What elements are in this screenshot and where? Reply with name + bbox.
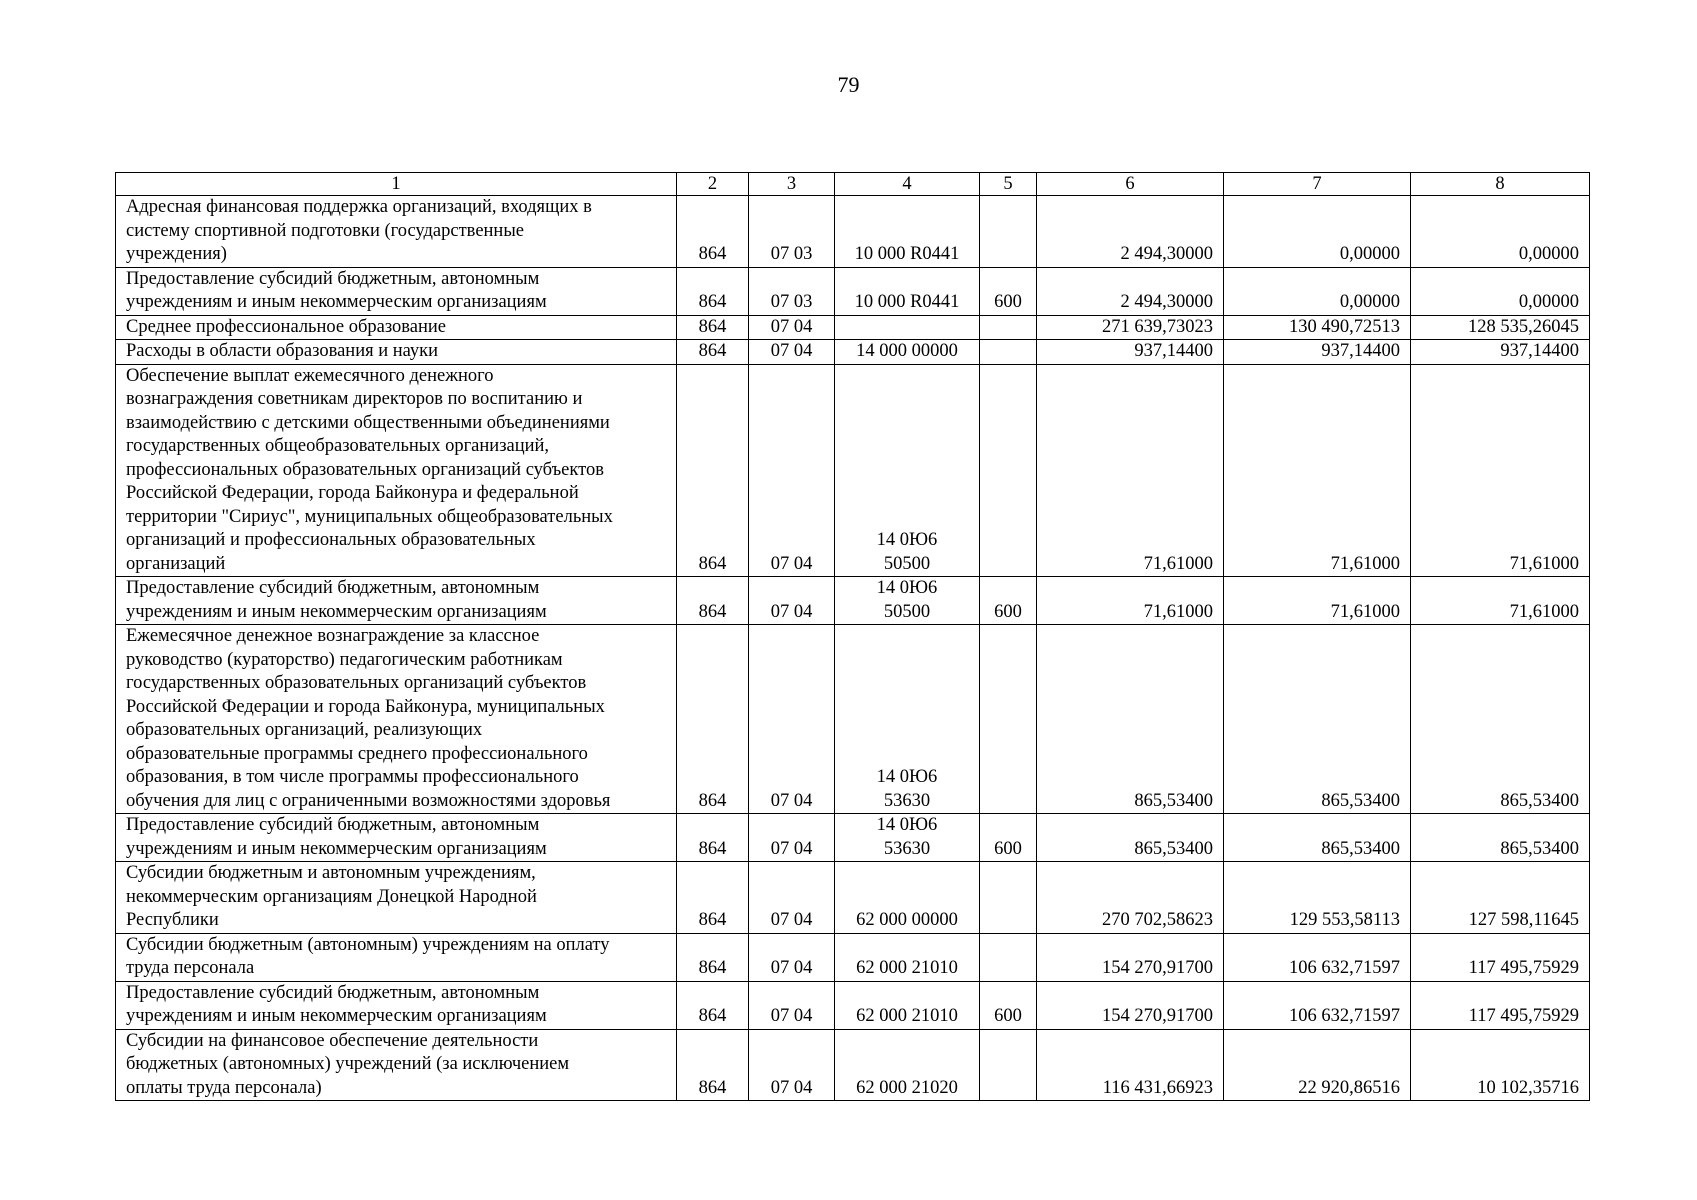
cell-name: Предоставление субсидий бюджетным, автономным учреждениям и иным некоммерческим организациям: [116, 981, 677, 1029]
cell-section-code: 07 04: [749, 862, 835, 934]
cell-amount-year-1: 937,14400: [1037, 340, 1224, 365]
cell-amount-year-3: 0,00000: [1411, 196, 1590, 268]
cell-section-code: 07 04: [749, 315, 835, 340]
cell-name: Субсидии бюджетным (автономным) учреждениям на оплату труда персонала: [116, 933, 677, 981]
cell-target-code: 14 0Ю6 50500: [835, 577, 980, 625]
column-header: 7: [1224, 173, 1411, 196]
cell-name: Предоставление субсидий бюджетным, автономным учреждениям и иным некоммерческим организациям: [116, 267, 677, 315]
cell-amount-year-2: 71,61000: [1224, 364, 1411, 577]
cell-section-code: 07 03: [749, 267, 835, 315]
cell-admin-code: 864: [677, 340, 749, 365]
cell-section-code: 07 04: [749, 981, 835, 1029]
cell-expense-type: [980, 625, 1037, 814]
table-row: [116, 196, 1590, 268]
cell-section-code: 07 04: [749, 577, 835, 625]
budget-table: [115, 172, 1590, 1101]
cell-amount-year-3: 117 495,75929: [1411, 981, 1590, 1029]
cell-admin-code: 864: [677, 364, 749, 577]
cell-section-code: 07 04: [749, 814, 835, 862]
cell-target-code: 62 000 21010: [835, 933, 980, 981]
cell-amount-year-1: 154 270,91700: [1037, 933, 1224, 981]
table-row: [116, 340, 1590, 365]
column-header: 5: [980, 173, 1037, 196]
cell-amount-year-3: 865,53400: [1411, 814, 1590, 862]
cell-amount-year-1: 116 431,66923: [1037, 1029, 1224, 1101]
cell-amount-year-1: 2 494,30000: [1037, 267, 1224, 315]
cell-name: Адресная финансовая поддержка организаций, входящих в систему спортивной подготовки (государственные учреждения): [116, 196, 677, 268]
cell-amount-year-1: 271 639,73023: [1037, 315, 1224, 340]
cell-admin-code: 864: [677, 933, 749, 981]
cell-expense-type: [980, 315, 1037, 340]
cell-target-code: 62 000 21010: [835, 981, 980, 1029]
cell-expense-type: 600: [980, 267, 1037, 315]
cell-admin-code: 864: [677, 196, 749, 268]
cell-name: Субсидии бюджетным и автономным учреждениям, некоммерческим организациям Донецкой Народной Республики: [116, 862, 677, 934]
table-row: [116, 814, 1590, 862]
cell-amount-year-2: 130 490,72513: [1224, 315, 1411, 340]
cell-amount-year-3: 865,53400: [1411, 625, 1590, 814]
column-header: 3: [749, 173, 835, 196]
table-row: [116, 862, 1590, 934]
cell-amount-year-3: 71,61000: [1411, 364, 1590, 577]
table-row: [116, 267, 1590, 315]
cell-amount-year-1: 71,61000: [1037, 577, 1224, 625]
cell-amount-year-1: 154 270,91700: [1037, 981, 1224, 1029]
cell-admin-code: 864: [677, 267, 749, 315]
cell-section-code: 07 04: [749, 340, 835, 365]
cell-amount-year-1: 2 494,30000: [1037, 196, 1224, 268]
cell-admin-code: 864: [677, 814, 749, 862]
cell-expense-type: [980, 364, 1037, 577]
cell-expense-type: [980, 340, 1037, 365]
cell-amount-year-1: 865,53400: [1037, 625, 1224, 814]
cell-section-code: 07 04: [749, 1029, 835, 1101]
cell-amount-year-1: 270 702,58623: [1037, 862, 1224, 934]
column-header: 6: [1037, 173, 1224, 196]
cell-admin-code: 864: [677, 1029, 749, 1101]
cell-amount-year-2: 22 920,86516: [1224, 1029, 1411, 1101]
cell-expense-type: 600: [980, 814, 1037, 862]
cell-expense-type: [980, 862, 1037, 934]
table-row: [116, 933, 1590, 981]
cell-target-code: 14 0Ю6 53630: [835, 625, 980, 814]
cell-name: Обеспечение выплат ежемесячного денежного вознаграждения советникам директоров по воспитанию и взаимодействию с детскими общественными объединениями государственных общеобразовательных организаций, профессиональных образовательных организаций субъектов Российской Федерации, города Байконура и федеральной территории "Сириус", муниципальных общеобразовательных организаций и профессиональных образовательных организаций: [116, 364, 677, 577]
cell-amount-year-3: 71,61000: [1411, 577, 1590, 625]
cell-admin-code: 864: [677, 577, 749, 625]
cell-amount-year-2: 865,53400: [1224, 625, 1411, 814]
column-number-row: [116, 173, 1590, 196]
cell-admin-code: 864: [677, 981, 749, 1029]
cell-amount-year-2: 865,53400: [1224, 814, 1411, 862]
cell-amount-year-2: 0,00000: [1224, 196, 1411, 268]
cell-target-code: [835, 315, 980, 340]
cell-admin-code: 864: [677, 862, 749, 934]
cell-section-code: 07 04: [749, 933, 835, 981]
cell-amount-year-2: 0,00000: [1224, 267, 1411, 315]
table-row: [116, 1029, 1590, 1101]
cell-expense-type: [980, 196, 1037, 268]
cell-target-code: 14 0Ю6 50500: [835, 364, 980, 577]
cell-amount-year-2: 71,61000: [1224, 577, 1411, 625]
cell-amount-year-3: 128 535,26045: [1411, 315, 1590, 340]
cell-amount-year-1: 71,61000: [1037, 364, 1224, 577]
column-header: 8: [1411, 173, 1590, 196]
cell-target-code: 62 000 00000: [835, 862, 980, 934]
cell-admin-code: 864: [677, 315, 749, 340]
cell-target-code: 10 000 R0441: [835, 267, 980, 315]
cell-target-code: 14 000 00000: [835, 340, 980, 365]
cell-name: Субсидии на финансовое обеспечение деятельности бюджетных (автономных) учреждений (за исключением оплаты труда персонала): [116, 1029, 677, 1101]
column-header: 2: [677, 173, 749, 196]
cell-section-code: 07 03: [749, 196, 835, 268]
cell-amount-year-3: 117 495,75929: [1411, 933, 1590, 981]
table-row: [116, 981, 1590, 1029]
cell-amount-year-3: 127 598,11645: [1411, 862, 1590, 934]
cell-amount-year-3: 937,14400: [1411, 340, 1590, 365]
cell-expense-type: [980, 933, 1037, 981]
cell-name: Предоставление субсидий бюджетным, автономным учреждениям и иным некоммерческим организациям: [116, 577, 677, 625]
cell-target-code: 10 000 R0441: [835, 196, 980, 268]
cell-expense-type: [980, 1029, 1037, 1101]
cell-section-code: 07 04: [749, 364, 835, 577]
table-body: [116, 196, 1590, 1101]
table-row: [116, 625, 1590, 814]
cell-amount-year-2: 129 553,58113: [1224, 862, 1411, 934]
cell-name: Расходы в области образования и науки: [116, 340, 677, 365]
cell-amount-year-2: 106 632,71597: [1224, 933, 1411, 981]
page-number: 79: [837, 72, 860, 97]
cell-admin-code: 864: [677, 625, 749, 814]
cell-section-code: 07 04: [749, 625, 835, 814]
cell-amount-year-1: 865,53400: [1037, 814, 1224, 862]
column-header: 4: [835, 173, 980, 196]
cell-target-code: 14 0Ю6 53630: [835, 814, 980, 862]
cell-name: Среднее профессиональное образование: [116, 315, 677, 340]
cell-amount-year-2: 106 632,71597: [1224, 981, 1411, 1029]
cell-expense-type: 600: [980, 577, 1037, 625]
cell-amount-year-3: 0,00000: [1411, 267, 1590, 315]
column-header: 1: [116, 173, 677, 196]
table-row: [116, 315, 1590, 340]
cell-name: Ежемесячное денежное вознаграждение за классное руководство (кураторство) педагогическим работникам государственных образовательных организаций субъектов Российской Федерации и города Байконура, муниципальных образовательных организаций, реализующих образовательные программы среднего профессионального образования, в том числе программы профессионального обучения для лиц с ограниченными возможностями здоровья: [116, 625, 677, 814]
cell-amount-year-2: 937,14400: [1224, 340, 1411, 365]
table-row: [116, 577, 1590, 625]
cell-expense-type: 600: [980, 981, 1037, 1029]
table-row: [116, 364, 1590, 577]
cell-name: Предоставление субсидий бюджетным, автономным учреждениям и иным некоммерческим организациям: [116, 814, 677, 862]
cell-target-code: 62 000 21020: [835, 1029, 980, 1101]
cell-amount-year-3: 10 102,35716: [1411, 1029, 1590, 1101]
